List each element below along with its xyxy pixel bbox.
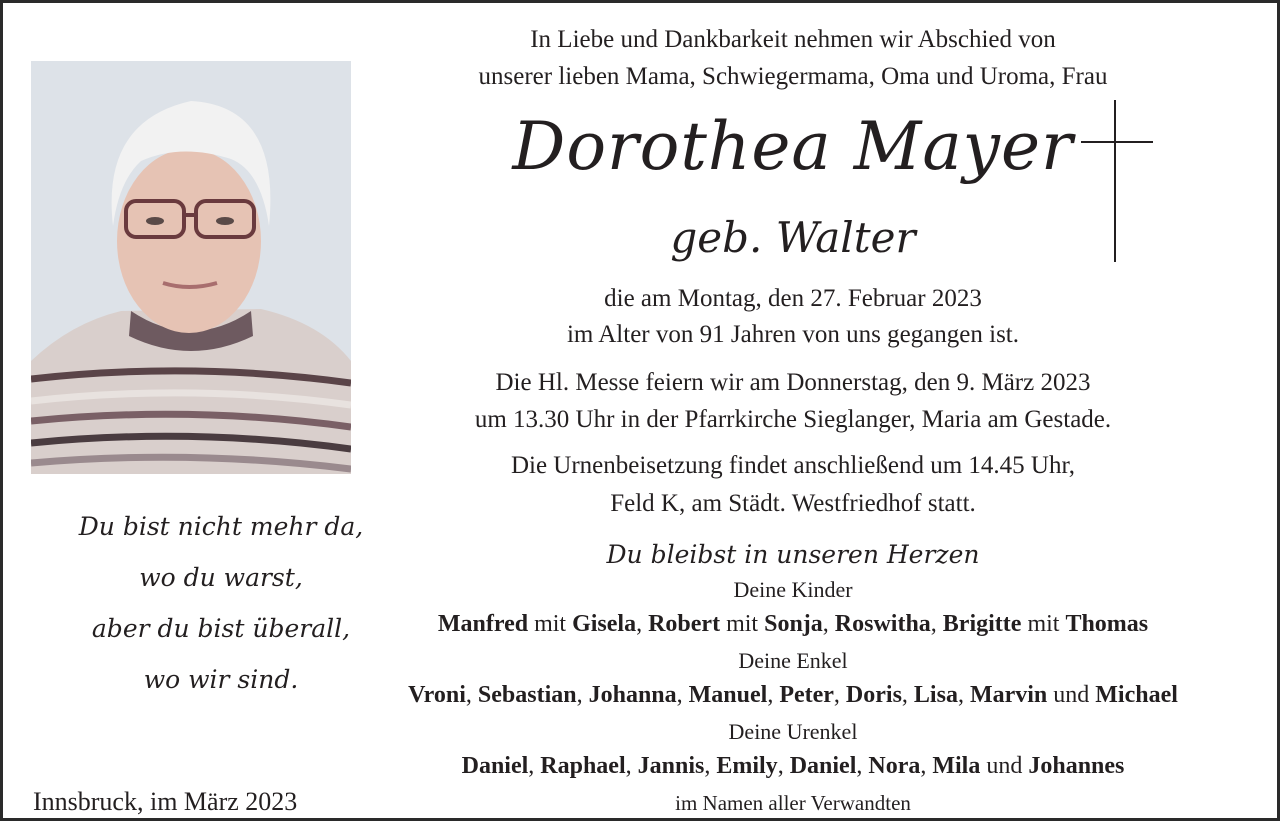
separator: , [528,753,541,779]
name: Johannes [1028,753,1125,779]
death-line: die am Montag, den 27. Februar 2023 [604,285,982,312]
burial-line: Die Urnenbeisetzung findet anschließend um 14.45 Uhr, [510,452,1076,479]
separator: , [676,682,689,708]
name: Peter [779,682,834,708]
name: Jannis [637,753,705,779]
mass-line: um 13.30 Uhr in der Pfarrkirche Sieglanger, Maria am Gestade. [474,406,1112,433]
connector: mit [720,611,765,637]
separator: , [625,753,638,779]
grandchildren-label: Deine Enkel [738,648,848,673]
separator: , [777,753,790,779]
name: Sebastian [477,682,577,708]
intro-line: In Liebe und Dankbarkeit nehmen wir Abschied von [530,26,1056,53]
poem-line: wo du warst, [139,563,303,592]
intro-line: unserer lieben Mama, Schwiegermama, Oma und Uroma, Frau [478,63,1108,90]
separator: , [704,753,717,779]
latin-cross-icon [1081,100,1153,262]
connector: mit [528,611,573,637]
portrait-photo [31,61,351,474]
name: Emily [716,753,778,779]
closing-line: im Namen aller Verwandten [675,791,911,815]
death-line: im Alter von 91 Jahren von uns gegangen ist. [566,321,1019,348]
name: Marvin [969,682,1048,708]
children-label: Deine Kinder [733,577,853,602]
children-names [333,607,1253,643]
name: Michael [1095,682,1178,708]
name: Thomas [1065,611,1149,637]
death-info [333,281,1253,353]
name: Brigitte [942,611,1022,637]
name: Robert [648,611,721,637]
separator: , [833,682,846,708]
connector: und [1047,682,1096,708]
poem-line: aber du bist überall, [91,614,351,643]
name: Raphael [540,753,626,779]
name: Manfred [437,611,529,637]
name: Roswitha [834,611,931,637]
deceased-name: Dorothea Mayer [512,108,1074,185]
mass-line: Die Hl. Messe feiern wir am Donnerstag, den 9. März 2023 [495,369,1091,396]
grandchildren-names [333,678,1253,714]
intro-text [333,21,1253,95]
connector: mit [1021,611,1066,637]
poem-line: Du bist nicht mehr da, [78,512,364,541]
name: Doris [845,682,902,708]
separator: , [636,611,649,637]
separator: , [920,753,933,779]
name: Johanna [588,682,677,708]
great-grandchildren-names [333,749,1253,785]
burial-line: Feld K, am Städt. Westfriedhof statt. [610,490,976,517]
mass-info [333,364,1253,438]
poem-line: wo wir sind. [143,665,299,694]
heart-line: Du bleibst in unseren Herzen [606,540,980,569]
name: Manuel [688,682,768,708]
separator: , [576,682,589,708]
maiden-name: geb. Walter [670,213,916,262]
separator: , [822,611,835,637]
separator: , [957,682,970,708]
separator: , [767,682,780,708]
place-and-date: Innsbruck, im März 2023 [33,787,298,816]
name: Lisa [913,682,958,708]
separator: , [856,753,869,779]
name: Mila [932,753,981,779]
name: Gisela [572,611,637,637]
connector: und [980,753,1029,779]
burial-info [333,447,1253,523]
name: Nora [868,753,921,779]
name: Sonja [764,611,823,637]
family-list [333,572,1253,785]
separator: , [901,682,914,708]
name: Daniel [789,753,857,779]
separator: , [465,682,478,708]
great-grandchildren-label: Deine Urenkel [728,719,858,744]
name: Vroni [408,682,466,708]
name: Daniel [461,753,529,779]
separator: , [930,611,943,637]
